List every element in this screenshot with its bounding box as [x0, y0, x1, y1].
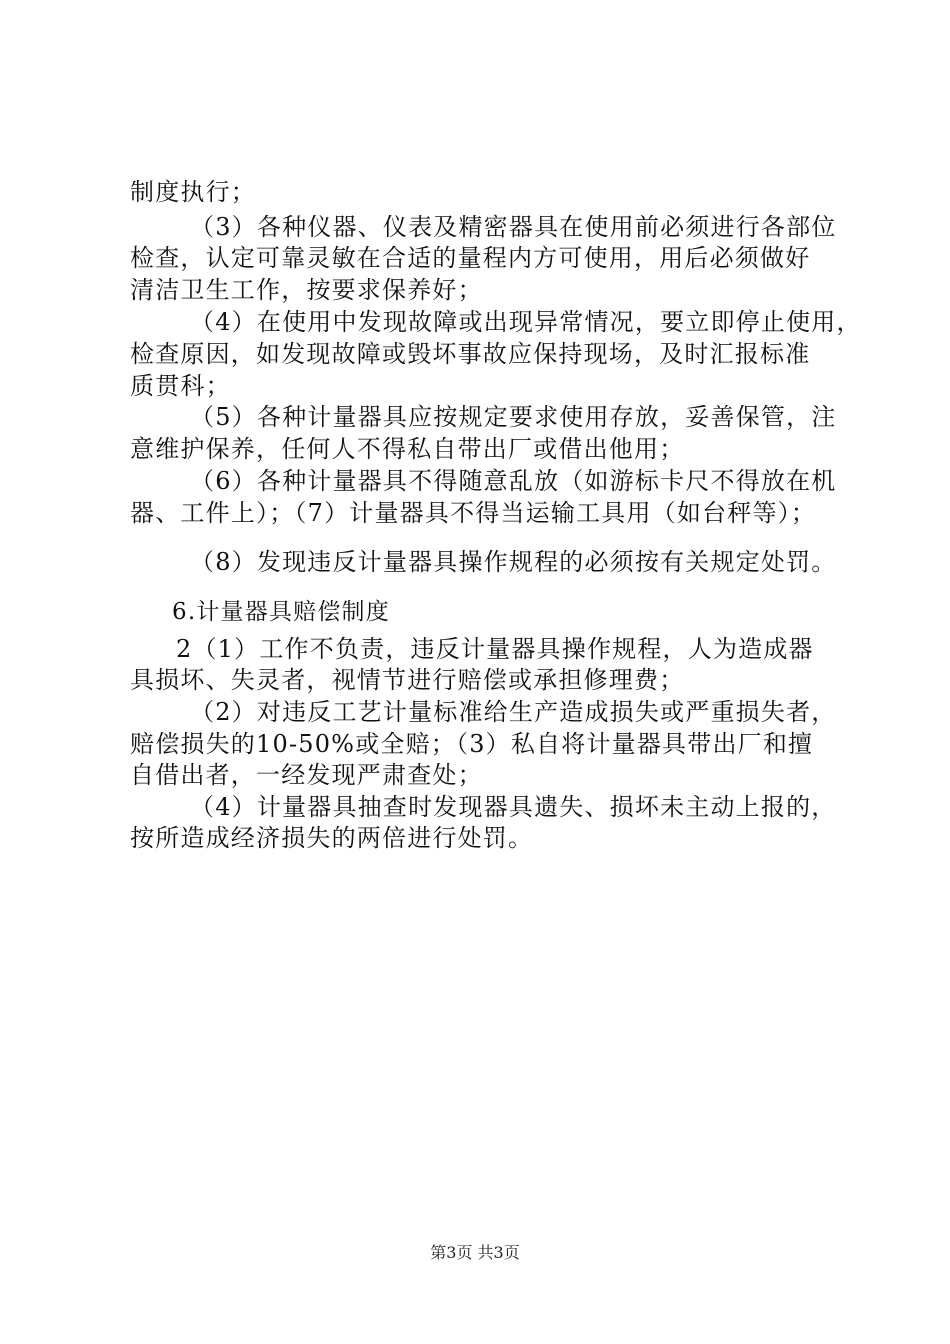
text-line: （6）各种计量器具不得随意乱放（如游标卡尺不得放在机	[190, 467, 837, 495]
text-line: （5）各种计量器具应按规定要求使用存放，妥善保管，注	[190, 403, 837, 431]
text-line: 自借出者，一经发现严肃查处；	[130, 761, 483, 789]
text-line: 清洁卫生工作，按要求保养好；	[130, 276, 483, 304]
text-line: 检查原因，如发现故障或毁坏事故应保持现场，及时汇报标准	[130, 340, 811, 368]
text-line: 按所造成经济损失的两倍进行处罚。	[130, 824, 534, 852]
text-line: 意维护保养，任何人不得私自带出厂或借出他用；	[130, 435, 685, 463]
text-line: （2）对违反工艺计量标准给生产造成损失或严重损失者，	[190, 698, 837, 726]
text-line: 质贯科；	[130, 372, 231, 400]
text-line: 检查，认定可靠灵敏在合适的量程内方可使用，用后必须做好	[130, 244, 811, 272]
text-line: 2（1）工作不负责，违反计量器具操作规程，人为造成器	[176, 635, 814, 663]
section-heading: 6.计量器具赔偿制度	[172, 599, 390, 625]
page-footer: 第3页 共3页	[430, 1243, 520, 1262]
text-line: （4）在使用中发现故障或出现异常情况，要立即停止使用，	[190, 308, 862, 336]
text-line: 具损坏、失灵者，视情节进行赔偿或承担修理费；	[130, 666, 685, 694]
text-line: （8）发现违反计量器具操作规程的必须按有关规定处罚。	[190, 548, 837, 576]
text-line: （4）计量器具抽查时发现器具遗失、损坏未主动上报的，	[190, 793, 837, 821]
text-line: 器、工件上）；（7）计量器具不得当运输工具用（如台秤等）；	[130, 499, 817, 527]
text-line: （3）各种仪器、仪表及精密器具在使用前必须进行各部位	[190, 213, 837, 241]
text-line: 赔偿损失的10-50%或全赔；（3）私自将计量器具带出厂和擅	[130, 730, 814, 758]
text-line: 制度执行；	[130, 178, 256, 206]
